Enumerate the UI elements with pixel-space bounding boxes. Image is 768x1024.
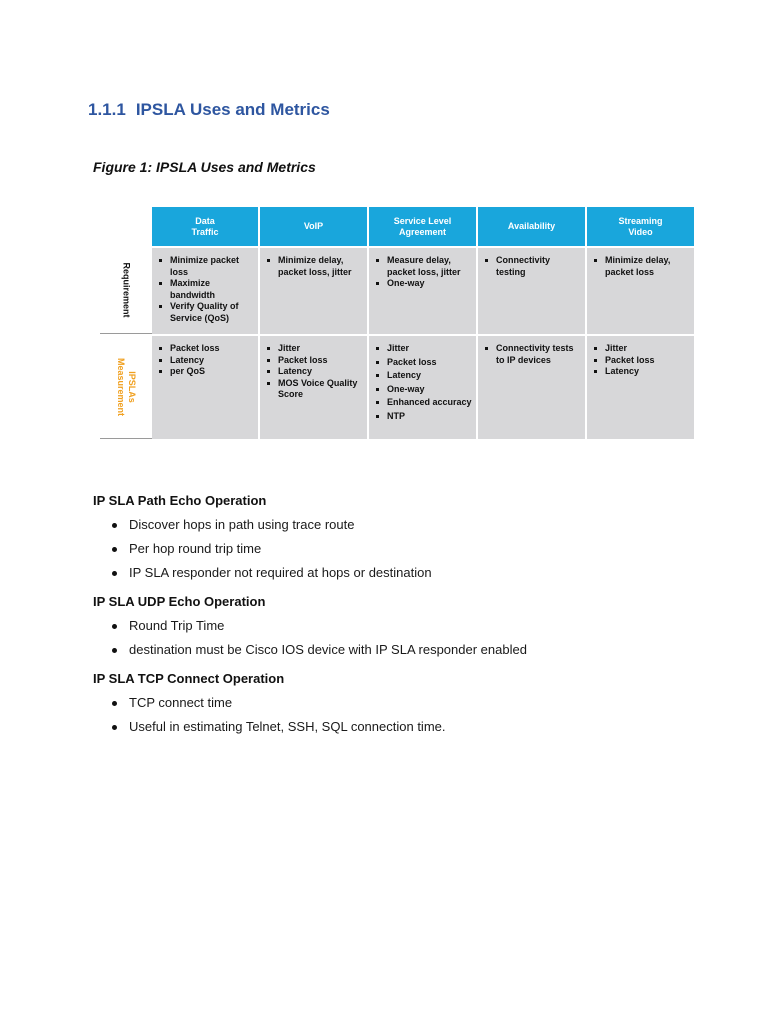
list-item: Packet loss [265,355,363,367]
section-heading: IP SLA Path Echo Operation [93,493,267,508]
list-item: Measure delay, packet loss, jitter [374,255,472,278]
requirement-cell-voip [260,248,367,334]
list-item: Jitter [265,343,363,355]
requirement-cell-service-level-agreement [369,248,476,334]
list-item: Enhanced accuracy [374,397,472,409]
row-label-requirement [100,247,152,334]
section-heading: IP SLA TCP Connect Operation [93,671,285,686]
requirement-cell-streaming-video [587,248,694,334]
section-number: 1.1.1 [88,100,126,119]
list-item: TCP connect time [93,691,713,715]
figure-caption: Figure 1: IPSLA Uses and Metrics [93,159,316,175]
figure-grid [152,207,690,440]
measurement-cell-streaming-video [587,336,694,439]
row-label-measurement-line1: IPSLAs [127,370,137,403]
section-bullet-list [93,691,713,739]
list-item: Round Trip Time [93,614,713,638]
list-item: Jitter [592,343,690,355]
list-item: Jitter [374,343,472,355]
list-item: Latency [374,370,472,382]
list-item: Packet loss [592,355,690,367]
section-heading: IP SLA UDP Echo Operation [93,594,266,609]
list-item: One-way [374,278,472,290]
row-label-measurement-text [115,357,137,415]
list-item: Packet loss [157,343,254,355]
list-item: Discover hops in path using trace route [93,513,713,537]
operations-sections [93,492,713,747]
measurement-cell-service-level-agreement [369,336,476,439]
section-tcp-connect [93,670,713,739]
section-path-echo [93,492,713,585]
list-item: Connectivity tests to IP devices [483,343,581,366]
list-item: One-way [374,384,472,396]
list-item: Verify Quality of Service (QoS) [157,301,254,324]
row-label-requirement-text: Requirement [121,262,132,318]
list-item: MOS Voice Quality Score [265,378,363,401]
list-item: Latency [157,355,254,367]
row-label-measurement [100,335,152,439]
row-label-measurement-line2: Measurement [116,357,126,416]
list-item: Latency [592,366,690,378]
column-header-voip: VoIP [260,207,367,246]
list-item: IP SLA responder not required at hops or destination [93,561,713,585]
list-item: Minimize delay, packet loss [592,255,690,278]
list-item: Latency [265,366,363,378]
page-heading [88,100,330,120]
measurement-cell-voip [260,336,367,439]
list-item: Connectivity testing [483,255,581,278]
list-item: Packet loss [374,357,472,369]
measurement-cell-availability [478,336,585,439]
section-bullet-list [93,614,713,662]
column-header-streaming-video: Streaming Video [587,207,694,246]
list-item: Maximize bandwidth [157,278,254,301]
section-bullet-list [93,513,713,585]
list-item: destination must be Cisco IOS device with IP SLA responder enabled [93,638,713,662]
column-header-service-level-agreement: Service Level Agreement [369,207,476,246]
list-item: NTP [374,411,472,423]
requirement-cell-availability [478,248,585,334]
ipsla-figure-table [100,207,690,440]
row-labels [100,207,152,440]
column-header-data-traffic: Data Traffic [152,207,258,246]
section-title: IPSLA Uses and Metrics [135,100,330,119]
list-item: Per hop round trip time [93,537,713,561]
section-udp-echo [93,593,713,662]
measurement-cell-data-traffic [152,336,258,439]
list-item: Minimize packet loss [157,255,254,278]
requirement-cell-data-traffic [152,248,258,334]
list-item: Useful in estimating Telnet, SSH, SQL connection time. [93,715,713,739]
list-item: Minimize delay, packet loss, jitter [265,255,363,278]
column-header-availability: Availability [478,207,585,246]
list-item: per QoS [157,366,254,378]
